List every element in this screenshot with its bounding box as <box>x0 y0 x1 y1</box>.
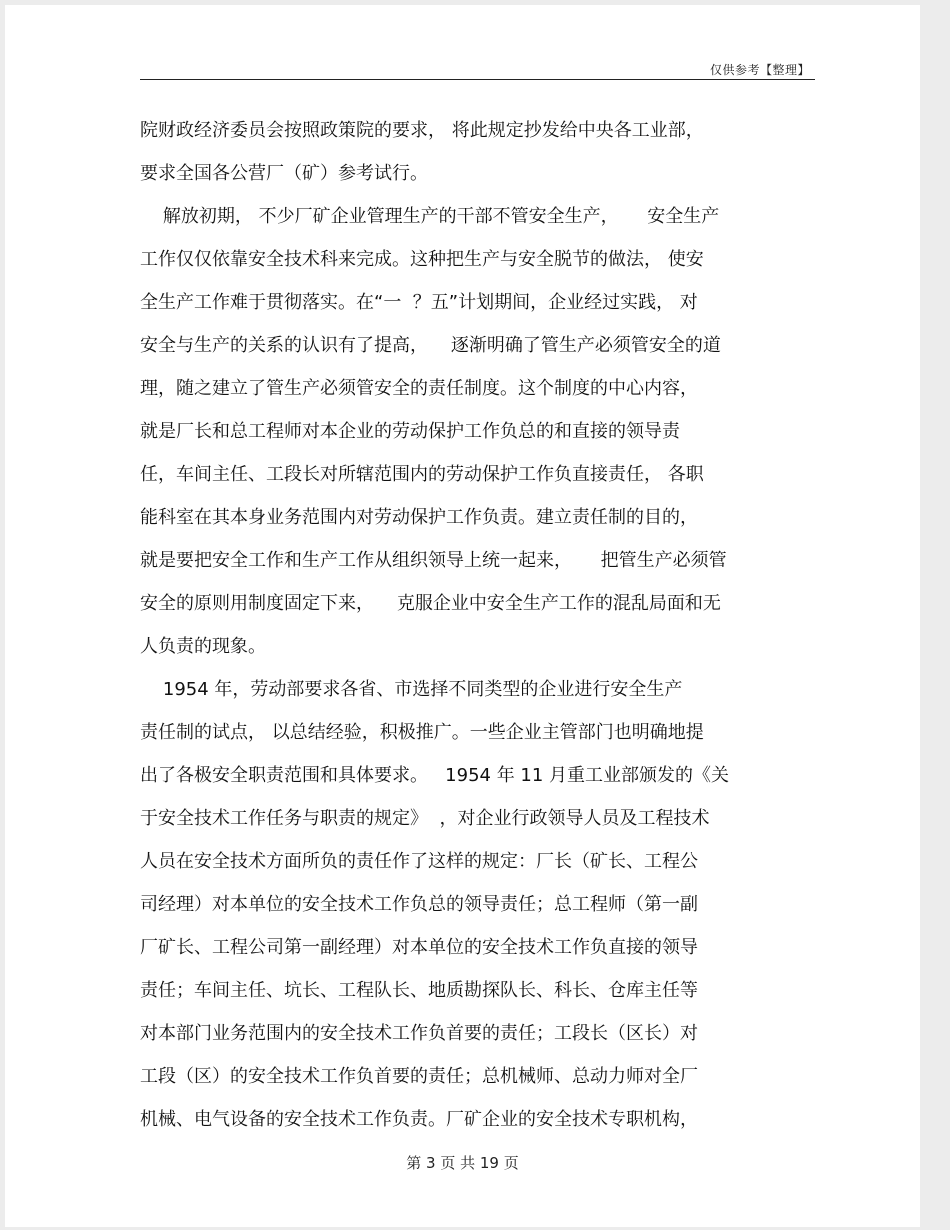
body-line: 全生产工作难于贯彻落实。在“一 ？五”计划期间，企业经过实践， 对 <box>140 292 698 313</box>
body-line: 1954 年，劳动部要求各省、市选择不同类型的企业进行安全生产 <box>140 679 683 700</box>
body-line: 于安全技术工作任务与职责的规定》 ，对企业行政领导人员及工程技术 <box>140 808 710 829</box>
header-divider <box>140 79 815 80</box>
body-line: 出了各极安全职责范围和具体要求。 1954 年 11 月重工业部颁发的《关 <box>140 765 730 786</box>
body-line: 厂矿长、工程公司第一副经理）对本单位的安全技术工作负直接的领导 <box>140 937 698 958</box>
body-line: 能科室在其本身业务范围内对劳动保护工作负责。建立责任制的目的， <box>140 507 698 528</box>
document-page <box>5 5 920 1227</box>
body-line: 安全的原则用制度固定下来， 克服企业中安全生产工作的混乱局面和无 <box>140 593 721 614</box>
body-line: 对本部门业务范围内的安全技术工作负首要的责任；工段长（区长）对 <box>140 1023 698 1044</box>
body-line: 司经理）对本单位的安全技术工作负总的领导责任；总工程师（第一副 <box>140 894 698 915</box>
body-line: 人员在安全技术方面所负的责任作了这样的规定：厂长（矿长、工程公 <box>140 851 698 872</box>
body-line: 要求全国各公营厂（矿）参考试行。 <box>140 163 428 184</box>
body-line: 理，随之建立了管生产必须管安全的责任制度。这个制度的中心内容， <box>140 378 698 399</box>
body-line: 工作仅仅依靠安全技术科来完成。这种把生产与安全脱节的做法， 使安 <box>140 249 704 270</box>
page-number-footer: 第 3 页 共 19 页 <box>406 1154 519 1172</box>
body-line: 就是厂长和总工程师对本企业的劳动保护工作负总的和直接的领导责 <box>140 421 680 442</box>
body-line: 就是要把安全工作和生产工作从组织领导上统一起来， 把管生产必须管 <box>140 550 727 571</box>
body-line: 工段（区）的安全技术工作负首要的责任；总机械师、总动力师对全厂 <box>140 1066 698 1087</box>
body-line: 人负责的现象。 <box>140 636 266 657</box>
document-body <box>140 109 820 1141</box>
body-line: 解放初期， 不少厂矿企业管理生产的干部不管安全生产， 安全生产 <box>140 206 720 227</box>
page-header: 仅供参考【整理】 <box>709 63 810 77</box>
body-line: 院财政经济委员会按照政策院的要求， 将此规定抄发给中央各工业部， <box>140 120 704 141</box>
body-line: 责任；车间主任、坑长、工程队长、地质勘探队长、科长、仓库主任等 <box>140 980 698 1001</box>
body-line: 安全与生产的关系的认识有了提高， 逐渐明确了管生产必须管安全的道 <box>140 335 721 356</box>
body-line: 责任制的试点， 以总结经验，积极推广。一些企业主管部门也明确地提 <box>140 722 704 743</box>
body-line: 任，车间主任、工段长对所辖范围内的劳动保护工作负直接责任， 各职 <box>140 464 704 485</box>
body-line: 机械、电气设备的安全技术工作负责。厂矿企业的安全技术专职机构， <box>140 1109 698 1130</box>
